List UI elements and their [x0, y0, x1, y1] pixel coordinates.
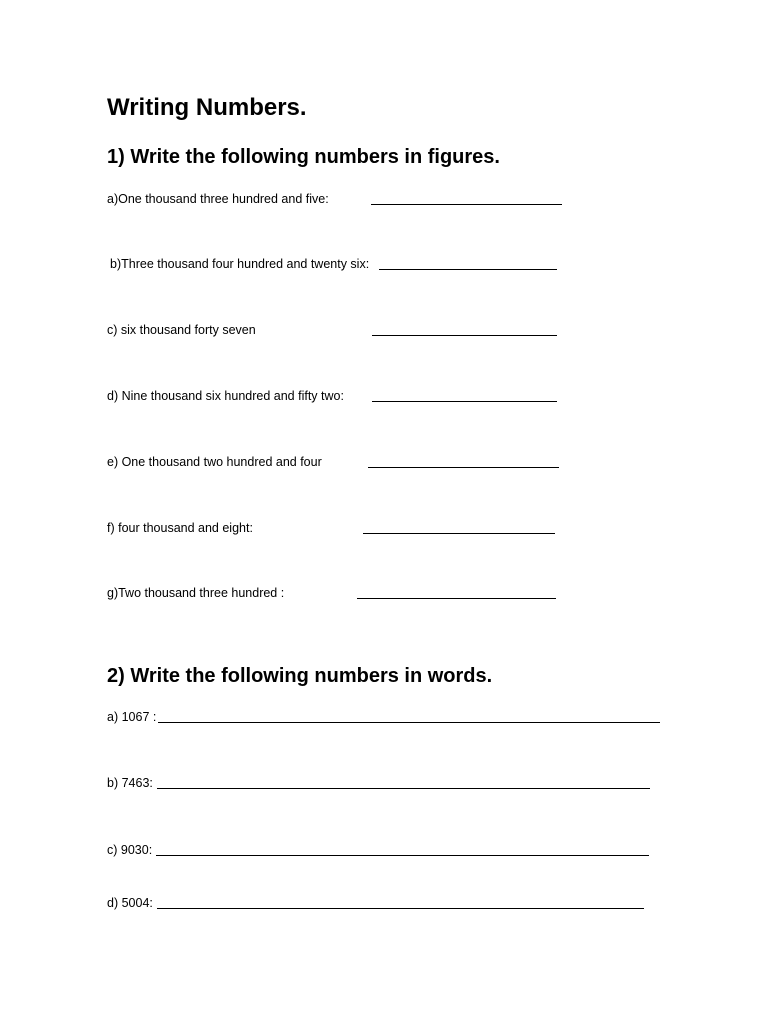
question-1b-text: b)Three thousand four hundred and twenty six: — [110, 257, 370, 271]
answer-1e-blank[interactable] — [368, 467, 559, 468]
question-1f-text: f) four thousand and eight: — [107, 521, 253, 535]
answer-1b-blank[interactable] — [379, 269, 557, 270]
answer-2a-blank[interactable] — [158, 722, 660, 723]
section-2-heading: 2) Write the following numbers in words. — [107, 665, 493, 687]
answer-1a-blank[interactable] — [371, 204, 562, 205]
question-1d-text: d) Nine thousand six hundred and fifty two: — [107, 389, 344, 403]
section-1-heading: 1) Write the following numbers in figures. — [107, 146, 500, 168]
question-1e-text: e) One thousand two hundred and four — [107, 455, 322, 469]
question-1g-text: g)Two thousand three hundred : — [107, 586, 285, 600]
answer-1f-blank[interactable] — [363, 533, 555, 534]
question-1a-text: a)One thousand three hundred and five: — [107, 192, 329, 206]
answer-2b-blank[interactable] — [157, 788, 650, 789]
page-title: Writing Numbers. — [107, 94, 307, 121]
question-2d-text: d) 5004: — [107, 896, 153, 910]
question-2c-text: c) 9030: — [107, 843, 153, 857]
answer-1d-blank[interactable] — [372, 401, 557, 402]
answer-2c-blank[interactable] — [156, 855, 649, 856]
question-1c-text: c) six thousand forty seven — [107, 323, 256, 337]
question-2a-text: a) 1067 : — [107, 710, 157, 724]
answer-1c-blank[interactable] — [372, 335, 557, 336]
question-2b-text: b) 7463: — [107, 776, 153, 790]
answer-1g-blank[interactable] — [357, 598, 556, 599]
answer-2d-blank[interactable] — [157, 908, 644, 909]
